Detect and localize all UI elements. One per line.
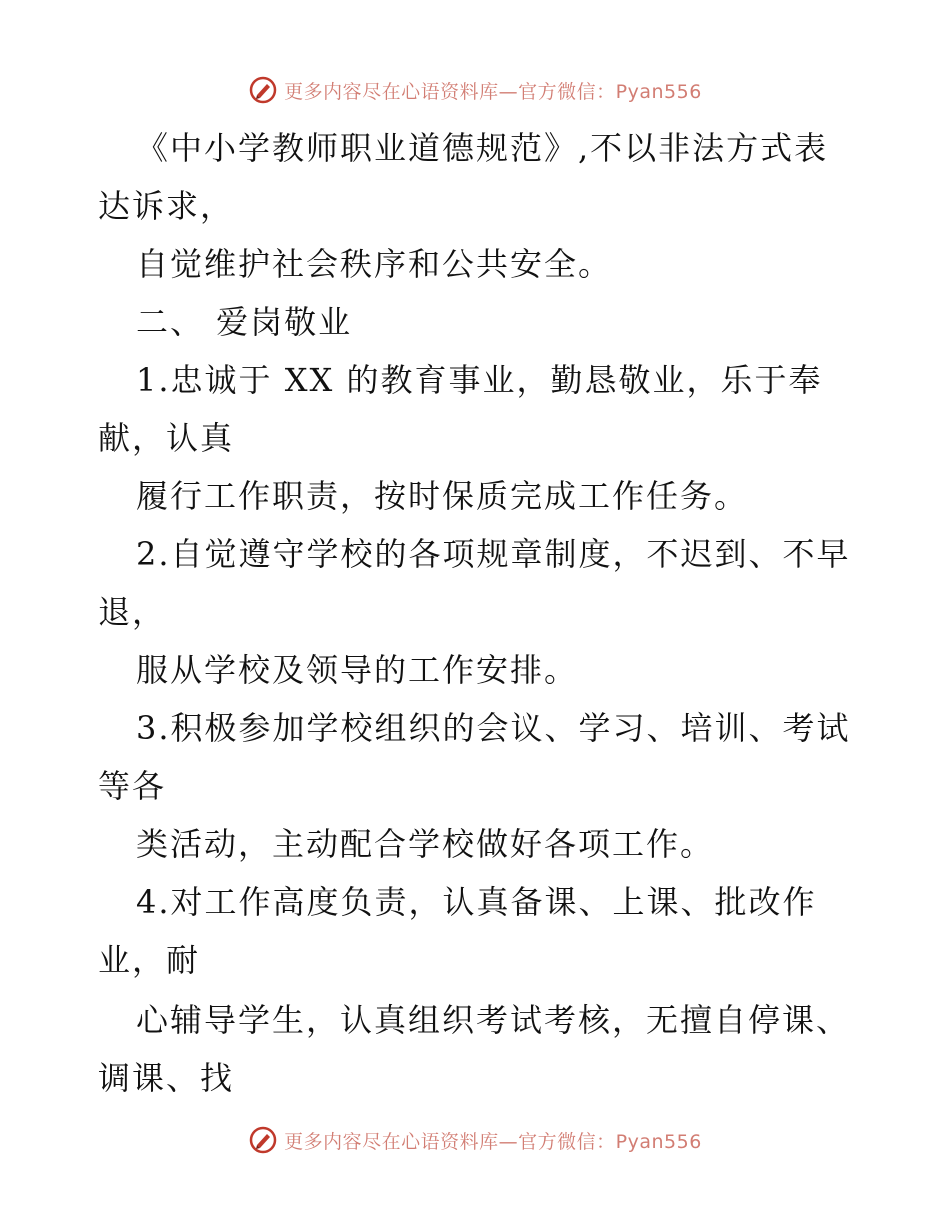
text-line: 1.忠诚于 XX 的教育事业，勤恳敬业，乐于奉 [136, 361, 823, 399]
pen-circle-logo-icon [248, 1125, 278, 1155]
text-line: 退， [98, 593, 167, 631]
text-line: 服从学校及领导的工作安排。 [136, 651, 579, 689]
watermark-text: 更多内容尽在心语资料库—官方微信：Pyan556 [284, 80, 702, 103]
header-watermark [0, 72, 950, 108]
text-line: 自觉维护社会秩序和公共安全。 [136, 245, 613, 283]
text-line: 调课、找 [98, 1059, 235, 1097]
text-line: 业，耐 [98, 941, 201, 979]
text-line: 心辅导学生，认真组织考试考核，无擅自停课、 [136, 1001, 851, 1039]
text-line: 履行工作职责，按时保质完成工作任务。 [136, 477, 749, 515]
text-line: 《中小学教师职业道德规范》,不以非法方式表 [136, 129, 829, 167]
pen-circle-logo-icon [248, 75, 278, 105]
footer-watermark [0, 1122, 950, 1158]
text-line: 4.对工作高度负责，认真备课、上课、批改作 [136, 883, 817, 921]
text-line: 达诉求， [98, 187, 235, 225]
text-line: 类活动，主动配合学校做好各项工作。 [136, 825, 715, 863]
text-line: 等各 [98, 767, 167, 805]
text-line: 献，认真 [98, 419, 235, 457]
text-line: 2.自觉遵守学校的各项规章制度，不迟到、不早 [136, 535, 851, 573]
watermark-text: 更多内容尽在心语资料库—官方微信：Pyan556 [284, 1130, 702, 1153]
section-heading: 二、 爱岗敬业 [136, 303, 353, 341]
text-line: 3.积极参加学校组织的会议、学习、培训、考试 [136, 709, 851, 747]
